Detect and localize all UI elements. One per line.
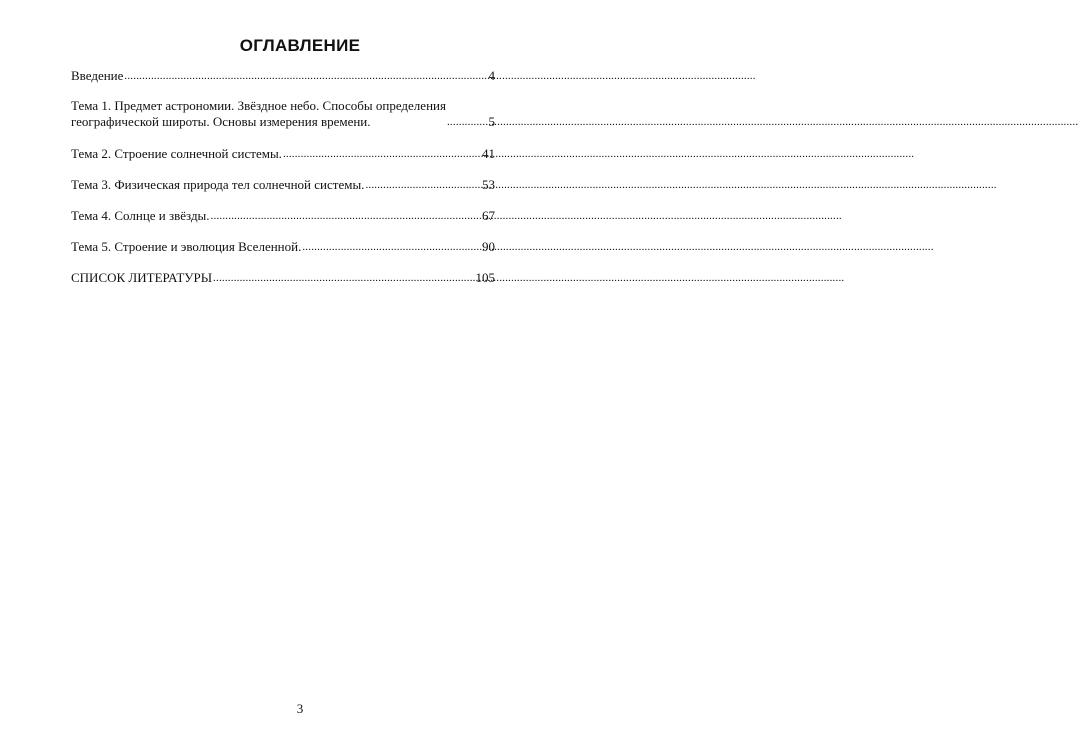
toc-leader-dots bbox=[213, 270, 474, 286]
toc-entry-topic-1 bbox=[71, 98, 495, 130]
page-number: 3 bbox=[296, 701, 304, 716]
toc-entry-text: Введение bbox=[71, 68, 124, 83]
toc-entry-topic-4 bbox=[71, 208, 495, 224]
toc-entry-page: 67 bbox=[482, 208, 495, 223]
toc-entry-topic-3 bbox=[71, 177, 495, 193]
toc-entry-text: СПИСОК ЛИТЕРАТУРЫ bbox=[71, 270, 213, 285]
toc-leader-dots bbox=[447, 114, 488, 130]
toc-entry-text-line1: Тема 1. Предмет астрономии. Звёздное небо. Способы определения bbox=[71, 98, 446, 113]
toc-entry-text: Тема 2. Строение солнечной системы. bbox=[71, 146, 282, 161]
toc-leader-dots bbox=[211, 208, 481, 224]
toc-entry-text bbox=[71, 98, 446, 130]
toc-entry-page: 5 bbox=[488, 114, 495, 129]
table-of-contents bbox=[71, 68, 495, 301]
toc-entry-text: Тема 5. Строение и эволюция Вселенной. bbox=[71, 239, 302, 254]
toc-entry-text-line2: географической широты. Основы измерения времени. bbox=[71, 114, 371, 129]
toc-entry-page: 90 bbox=[482, 239, 495, 254]
toc-entry-topic-5 bbox=[71, 239, 495, 255]
toc-entry-page: 105 bbox=[475, 270, 495, 285]
toc-leader-dots bbox=[283, 146, 481, 162]
toc-entry-text: Тема 4. Солнце и звёзды. bbox=[71, 208, 210, 223]
toc-entry-page: 53 bbox=[482, 177, 495, 192]
toc-leader-dots bbox=[302, 239, 481, 255]
toc-entry-bibliography bbox=[71, 270, 495, 286]
toc-entry-topic-2 bbox=[71, 146, 495, 162]
page-title: ОГЛАВЛЕНИЕ bbox=[239, 36, 361, 55]
toc-entry-page: 41 bbox=[482, 146, 495, 161]
toc-leader-dots bbox=[124, 68, 487, 84]
toc-leader-dots bbox=[365, 177, 481, 193]
toc-entry-introduction bbox=[71, 68, 495, 84]
toc-entry-page: 4 bbox=[488, 68, 495, 83]
toc-entry-text: Тема 3. Физическая природа тел солнечной системы. bbox=[71, 177, 365, 192]
